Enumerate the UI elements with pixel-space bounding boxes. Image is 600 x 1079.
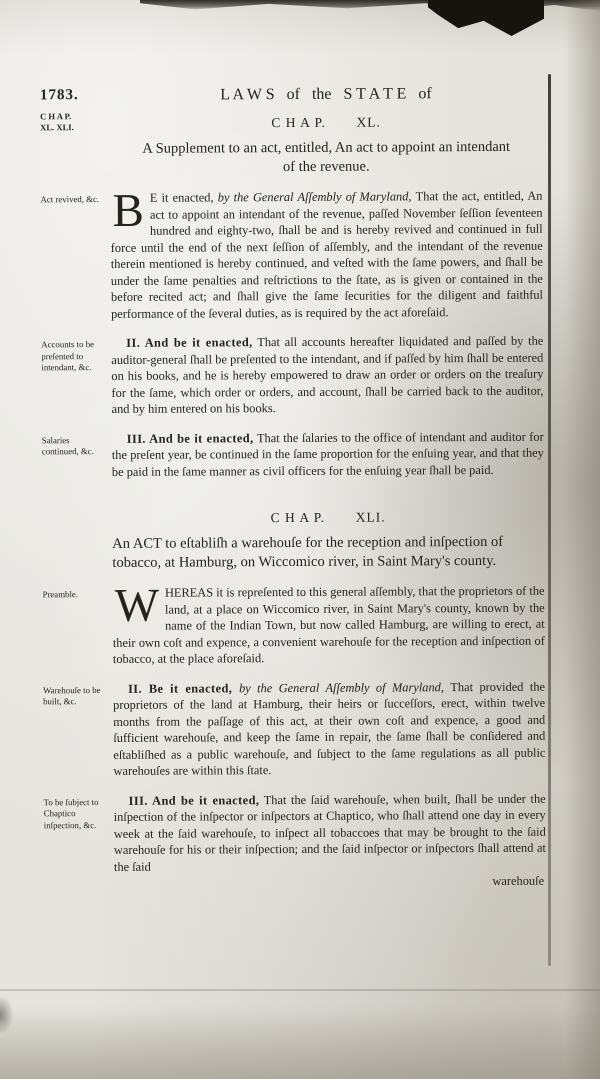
main-column — [112, 428, 544, 480]
paragraph-body: That the ſalaries to the office of intendant and auditor for the preſent year, be continued in the ſame proportion for the enſuing year, and that they be paid in the ſame manner as civil officers for the enſuing year ſhall be paid. — [111, 429, 544, 479]
chap41-preamble — [42, 579, 545, 668]
margin-column — [43, 585, 113, 668]
margin-note-act-revived: Act revived, &c. — [40, 194, 100, 205]
section-heading: III. And be it enacted, — [126, 430, 254, 446]
page-year: 1783. — [39, 87, 79, 104]
main-column — [114, 874, 546, 891]
chap41-heading: C H A P. XLI. — [270, 509, 386, 526]
scan-artifact-corner-fold — [428, 0, 544, 36]
margin-column — [43, 681, 114, 780]
margin-column — [41, 335, 111, 418]
paragraph-enacting — [110, 184, 544, 322]
section-heading: II. Be it enacted, — [128, 680, 240, 696]
main-column — [112, 579, 545, 668]
assembly-phrase: by the General Aſſembly of Maryland, — [217, 189, 416, 205]
paragraph-body: HEREAS it is repreſented to this general aſſembly, that the proprietors of the land, at a place on Wiccomico river, in Saint Mary's county, known by the name of the Indian Town, but now called Hamburg, are willing to erect, at their own coſt and expence, a convenient warehouſe for the reception and inſpection of tobacco, at the place aforeſaid. — [112, 583, 545, 667]
margin-column — [40, 190, 111, 322]
main-column — [112, 498, 544, 572]
paragraph-body: That provided the proprietors of the land at Hamburg, their heirs or ſucceſſors, erect, within twelve months from the paſſage of this act, at their own coſt and expence, a good and ſufficient warehouſe, and keep the ſame in repair, the ſame ſhall be conſidered and eſtabliſhed as a public warehouſe, and ſubject to the ſame regulations as all public warehouſes are within this ſtate. — [113, 679, 546, 779]
section-heading: III. And be it enacted, — [128, 792, 260, 808]
chap40-section-1 — [40, 184, 544, 323]
main-column — [114, 790, 546, 875]
main-column — [110, 184, 544, 322]
chap40-title: A Supplement to an act, entitled, An act to appoint an intendant of the revenue. — [142, 138, 511, 175]
margin-note-accounts: Accounts to be preſented to intendant, &c. — [41, 339, 95, 373]
margin-note-salaries: Salaries continued, &c. — [41, 434, 94, 457]
dropcap-letter: W — [114, 579, 160, 633]
margin-column — [42, 500, 112, 572]
chap41-header-row — [42, 498, 544, 573]
scan-artifact-crease — [0, 989, 600, 991]
header-margin-column — [40, 87, 110, 177]
scan-artifact-right-shade — [564, 0, 600, 1079]
header-main-column — [110, 85, 542, 177]
paragraph-section-3 — [112, 428, 544, 480]
margin-note-warehouse: Warehouſe to be built, &c. — [43, 684, 101, 707]
chap41-section-3 — [44, 790, 546, 875]
margin-column — [44, 876, 114, 891]
main-column — [111, 333, 543, 418]
paragraph-body: That the act, entitled, An act to appoint an intendant of the revenue, paſſed November ſeſſion ſeventeen hundred and eighty-two, ſhall be and is hereby revived and continued in full force until the end of the next ſeſſion of aſſembly, and the intendant of the revenue therein mentioned is hereby continued, and veſted with the ſame powers, and ſhall be under the ſame penalties and reſtrictions to the ſtate, as is given or contained in the before recited act; and ſhall give the ſame ſecurities for the diligent and faithful performance of the ſeveral duties, as is required by the act aforeſaid. — [110, 188, 544, 321]
chap41-title: An ACT to eſtabliſh a warehouſe for the reception and inſpection of tobacco, at Hamburg, on Wiccomico river, in Saint Mary's county. — [112, 533, 504, 571]
paragraph-section-2 — [111, 333, 543, 418]
header-row — [40, 85, 542, 178]
paragraph-body: That the ſaid warehouſe, when built, ſhall be under the inſpection of the inſpector or inſpectors at Chaptico, who ſhall attend one day in every week at the ſaid warehouſe, to inſpect all tobaccoes that may be brought to the ſaid warehouſe for his or their inſpection; and the ſaid inſpector or inſpectors ſhall attend at the ſaid — [113, 791, 546, 874]
chap40-section-3 — [42, 428, 544, 480]
margin-chapter-ref: C H A P. XL. XLI. — [40, 111, 74, 133]
chap40-heading: C H A P. XL. — [271, 114, 381, 131]
scan-artifact-top-tear — [140, 0, 600, 11]
paragraph-body: That all accounts hereafter liquidated and paſſed by the auditor-general ſhall be preſented to the intendant, and if paſſed by him ſhall be entered on his books, and he is hereby empowered to draw an order or orders on the treaſury for the ſame, which order or orders, and account, ſhall be carried back to the auditor, and by him entered on his books. — [111, 333, 544, 417]
margin-column — [44, 793, 114, 876]
dropcap-letter: B — [112, 184, 145, 238]
scan-artifact-left-spot — [0, 995, 14, 1035]
enacting-lead: E it enacted, — [149, 190, 218, 205]
page-content — [40, 85, 546, 892]
paragraph-section-3 — [114, 790, 546, 875]
paragraph-preamble — [112, 579, 545, 668]
running-head: L A W S of the S T A T E of — [220, 85, 432, 104]
chap40-section-2 — [41, 333, 543, 418]
margin-note-chaptico: To be ſubject to Chaptico inſpection, &c. — [43, 796, 99, 830]
chap41-section-2 — [43, 678, 546, 780]
assembly-phrase: by the General Aſſembly of Maryland, — [239, 679, 451, 695]
main-column — [113, 678, 546, 779]
catchword: warehouſe — [492, 873, 545, 889]
scan-artifact-bottom-shade — [0, 1009, 600, 1079]
scan-artifact-binding-line — [548, 74, 551, 966]
catchword-row — [44, 874, 546, 892]
margin-column — [42, 431, 112, 481]
section-heading: II. And be it enacted, — [126, 335, 253, 350]
paragraph-section-2 — [113, 678, 546, 779]
margin-note-preamble: Preamble. — [42, 589, 79, 600]
